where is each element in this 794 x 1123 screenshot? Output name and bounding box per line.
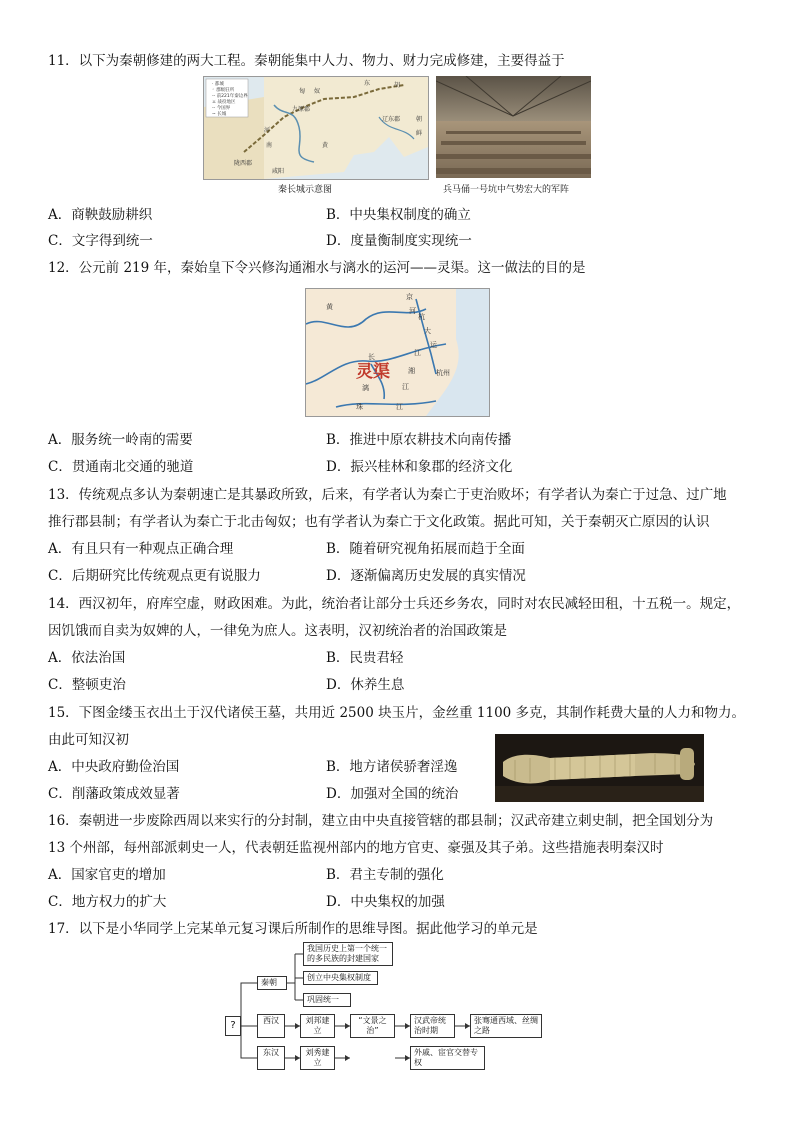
mindmap-qin: 秦朝 [257, 976, 287, 990]
svg-text:◦ 郡级驻所: ◦ 郡级驻所 [212, 88, 235, 93]
q13-option-a[interactable]: A．有且只有一种观点正确合理 [48, 541, 234, 557]
q15-option-c[interactable]: C．削藩政策成效显著 [48, 786, 180, 802]
svg-text:奴: 奴 [314, 88, 321, 95]
terracotta-photo-caption: 兵马俑一号坑中气势宏大的军阵 [443, 185, 570, 195]
svg-text:南: 南 [266, 142, 273, 149]
jade-suit-photo [495, 734, 704, 802]
q16-stem-line1: 16．秦朝进一步废除西周以来实行的分封制，建立由中央直接管辖的郡县制；汉武帝建立刺史制，把全国划分为 [48, 813, 714, 829]
svg-text:朝: 朝 [416, 116, 423, 123]
q14-option-c[interactable]: C．整顿吏治 [48, 677, 126, 693]
jade-suit-photo-svg [495, 734, 704, 802]
q16-option-a[interactable]: A．国家官吏的增加 [48, 867, 166, 883]
svg-text:咸阳: 咸阳 [272, 168, 285, 175]
svg-text:东: 东 [364, 80, 371, 87]
q13-stem-line2: 推行郡县制；有学者认为秦亡于北击匈奴；也有学者认为秦亡于文化政策。据此可知，关于秦朝灭亡原因的认识 [48, 514, 710, 530]
svg-text:大: 大 [424, 327, 431, 335]
q14-stem-line2: 因饥饿而自卖为奴婢的人，一律免为庶人。这表明，汉初统治者的治国政策是 [48, 623, 507, 639]
svg-text:河: 河 [264, 127, 271, 134]
svg-text:杭: 杭 [418, 313, 425, 321]
svg-text:陇西郡: 陇西郡 [234, 160, 253, 167]
q11-stem: 11．以下为秦朝修建的两大工程。秦朝能集中人力、物力、财力完成修建，主要得益于 [48, 53, 565, 69]
q15-stem-line1: 15．下图金缕玉衣出土于汉代诸侯王墓，共用近 2500 块玉片，金丝重 1100 多克，其制作耗费大量的人力和物力。 [48, 705, 746, 721]
svg-text:-- 今国界: -- 今国界 [212, 106, 231, 111]
q16-stem-line2: 13 个州部，每州部派刺史一人，代表朝廷监视州部内的地方官吏、豪强及其子弟。这些措施表明秦汉时 [48, 840, 664, 856]
q15-stem-line2: 由此可知汉初 [48, 732, 129, 748]
svg-text:黄: 黄 [322, 142, 329, 149]
q17-stem: 17．以下是小华同学上完某单元复习课后所制作的思维导图。据此他学习的单元是 [48, 921, 538, 937]
great-wall-map-caption: 秦长城示意图 [278, 185, 333, 195]
svg-text:胡: 胡 [394, 82, 401, 89]
q14-stem-line1: 14．西汉初年，府库空虚，财政困难。为此，统治者让部分士兵还乡务农，同时对农民减轻田租，十五税一。规定， [48, 596, 741, 612]
svg-text:江: 江 [402, 383, 409, 391]
q13-stem-line1: 13．传统观点多认为秦朝速亡是其暴政所致，后来，有学者认为秦亡于吏治败坏；有学者认为秦亡于过急、过广地 [48, 487, 727, 503]
q12-option-a[interactable]: A．服务统一岭南的需要 [48, 432, 193, 448]
q11-option-c[interactable]: C．文字得到统一 [48, 233, 153, 249]
q14-option-a[interactable]: A．依法治国 [48, 650, 126, 666]
svg-text:河: 河 [409, 307, 416, 315]
q13-option-b[interactable]: B．随着研究视角拓展而趋于全面 [326, 541, 525, 557]
mindmap-xihan-founder: 刘邦建立 [300, 1014, 335, 1038]
q14-option-b[interactable]: B．民贵君轻 [326, 650, 404, 666]
svg-text:九原郡: 九原郡 [292, 106, 311, 113]
svg-text:江: 江 [414, 349, 421, 357]
svg-text:辽东郡: 辽东郡 [382, 116, 401, 123]
mindmap-qin-item-3: 巩固统一 [303, 993, 351, 1007]
lingqu-map [305, 288, 490, 417]
q12-option-d[interactable]: D．振兴桂林和象郡的经济文化 [326, 459, 513, 475]
q11-option-d[interactable]: D．度量衡制度实现统一 [326, 233, 472, 249]
mindmap-root: ? [225, 1016, 241, 1036]
q13-option-d[interactable]: D．逐渐偏离历史发展的真实情况 [326, 568, 526, 584]
q11-option-a[interactable]: A．商鞅鼓励耕织 [48, 207, 153, 223]
lingqu-map-svg [306, 289, 489, 416]
mindmap-qin-item-1: 我国历史上第一个统一的多民族的封建国家 [303, 942, 393, 966]
mindmap-zhangqian: 张骞通西域、丝绸之路 [470, 1014, 542, 1038]
q15-option-b[interactable]: B．地方诸侯骄奢淫逸 [326, 759, 458, 775]
great-wall-map-svg [204, 77, 428, 179]
mindmap [225, 938, 575, 1078]
svg-text:鲜: 鲜 [416, 130, 423, 137]
svg-text:~ 长城: ~ 长城 [212, 112, 227, 117]
mindmap-xihan: 西汉 [257, 1014, 285, 1038]
mindmap-donghan-founder: 刘秀建立 [300, 1046, 335, 1070]
svg-text:京: 京 [406, 293, 413, 301]
q12-stem: 12．公元前 219 年，秦始皇下令兴修沟通湘水与漓水的运河——灵渠。这一做法的目的是 [48, 260, 586, 276]
mindmap-wudi: 汉武帝统治时期 [410, 1014, 455, 1038]
q12-option-b[interactable]: B．推进中原农耕技术向南传播 [326, 432, 512, 448]
svg-text:· 都城: · 都城 [212, 82, 224, 87]
svg-text:-- 前221年秦边界: -- 前221年秦边界 [212, 94, 248, 99]
q14-option-d[interactable]: D．休养生息 [326, 677, 405, 693]
q16-option-c[interactable]: C．地方权力的扩大 [48, 894, 167, 910]
q12-option-c[interactable]: C．贯通南北交通的驰道 [48, 459, 194, 475]
svg-text:杭州: 杭州 [436, 369, 450, 377]
svg-text:湘: 湘 [408, 367, 415, 375]
mindmap-waiqi: 外戚、宦官交替专权 [410, 1046, 485, 1070]
q15-option-a[interactable]: A．中央政府勤俭治国 [48, 759, 180, 775]
svg-text:漓: 漓 [362, 384, 369, 392]
svg-text:运: 运 [430, 341, 437, 349]
mindmap-wenjing: “文景之治” [350, 1014, 395, 1038]
great-wall-map [203, 76, 429, 180]
mindmap-qin-item-2: 创立中央集权制度 [303, 971, 378, 985]
svg-text:黄: 黄 [326, 303, 333, 311]
svg-text:长: 长 [368, 353, 375, 361]
svg-text:⚔ 战役地区: ⚔ 战役地区 [212, 100, 236, 105]
q13-option-c[interactable]: C．后期研究比传统观点更有说服力 [48, 568, 261, 584]
terracotta-photo [436, 76, 591, 178]
q11-option-b[interactable]: B．中央集权制度的确立 [326, 207, 471, 223]
q16-option-b[interactable]: B．君主专制的强化 [326, 867, 444, 883]
svg-text:江: 江 [396, 403, 403, 411]
lingqu-map-title: 灵渠 [356, 362, 390, 382]
q15-option-d[interactable]: D．加强对全国的统治 [326, 786, 459, 802]
q16-option-d[interactable]: D．中央集权的加强 [326, 894, 445, 910]
svg-text:匈: 匈 [299, 88, 306, 95]
mindmap-donghan: 东汉 [257, 1046, 285, 1070]
svg-text:珠: 珠 [356, 403, 363, 411]
terracotta-photo-svg [436, 76, 591, 178]
